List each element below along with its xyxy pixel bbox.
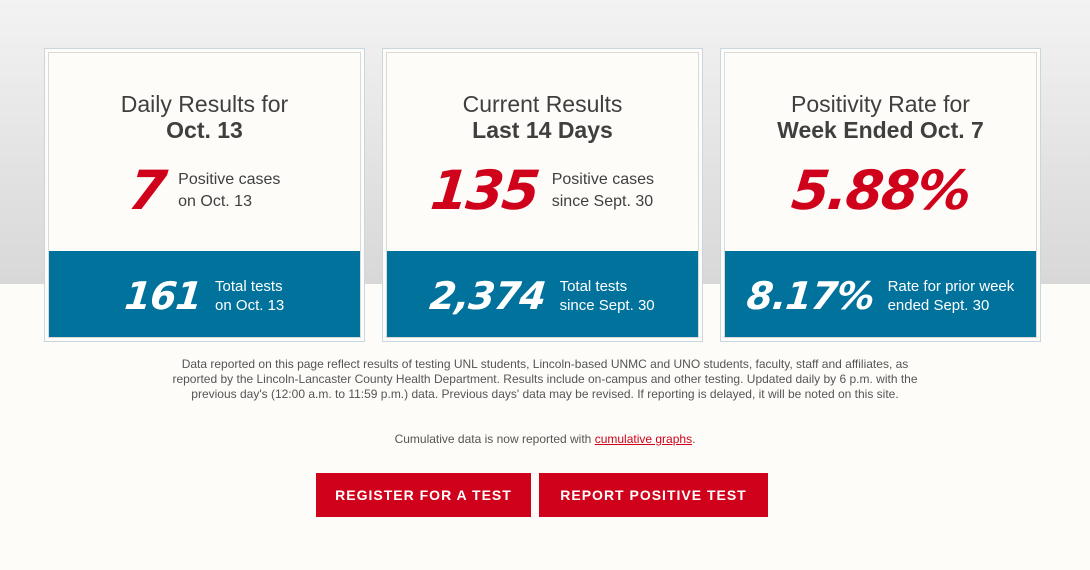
total-tests-panel (49, 251, 360, 338)
action-buttons (316, 473, 768, 517)
total-tests-value: 2,374 (428, 274, 548, 318)
register-for-test-button[interactable]: REGISTER FOR A TEST (316, 473, 531, 517)
card-heading-line1: Positivity Rate for (791, 91, 970, 117)
daily-results-card (44, 48, 365, 342)
prior-rate-value: 8.17% (744, 274, 876, 318)
card-heading (49, 91, 360, 143)
card-heading (387, 91, 698, 143)
positivity-rate-value: 5.88% (788, 159, 973, 222)
total-tests-label: Total tests since Sept. 30 (559, 278, 655, 314)
data-disclaimer: Data reported on this page reflect results of testing UNL students, Lincoln-based UNMC and UNO students, faculty, staff and affiliates, as reported by the Lincoln-Lancaster County Health Department. Results include on-campus and other testing. Updated daily by 6 p.m. with the previous day's (12:00 a.m. to 11:59 p.m.) data. Previous days' data may be revised. If reporting is delayed, it will be noted on this site. (172, 357, 918, 401)
card-heading-line2: Week Ended Oct. 7 (777, 117, 984, 143)
positive-cases-label: Positive cases since Sept. 30 (551, 171, 654, 210)
positivity-rate-card (720, 48, 1041, 342)
report-positive-test-button[interactable]: REPORT POSITIVE TEST (539, 473, 768, 517)
cumulative-note: Cumulative data is now reported with cumulative graphs. (394, 432, 696, 446)
positive-cases-value: 7 (125, 159, 168, 222)
positive-cases-label: Positive cases on Oct. 13 (178, 171, 281, 210)
card-heading-line1: Daily Results for (120, 91, 289, 117)
card-heading-line1: Current Results (462, 91, 623, 117)
stats-cards (44, 48, 1042, 342)
total-tests-value: 161 (122, 274, 204, 318)
total-tests-panel (387, 251, 698, 338)
prior-rate-label: Rate for prior week ended Sept. 30 (887, 278, 1015, 314)
card-heading (725, 91, 1036, 143)
current-results-card (382, 48, 703, 342)
card-heading-line2: Last 14 Days (472, 117, 613, 143)
prior-rate-panel (725, 251, 1036, 338)
cumulative-graphs-link[interactable]: cumulative graphs (594, 432, 693, 446)
total-tests-label: Total tests on Oct. 13 (215, 278, 285, 314)
positive-cases-value: 135 (427, 159, 542, 222)
card-heading-line2: Oct. 13 (166, 117, 243, 143)
